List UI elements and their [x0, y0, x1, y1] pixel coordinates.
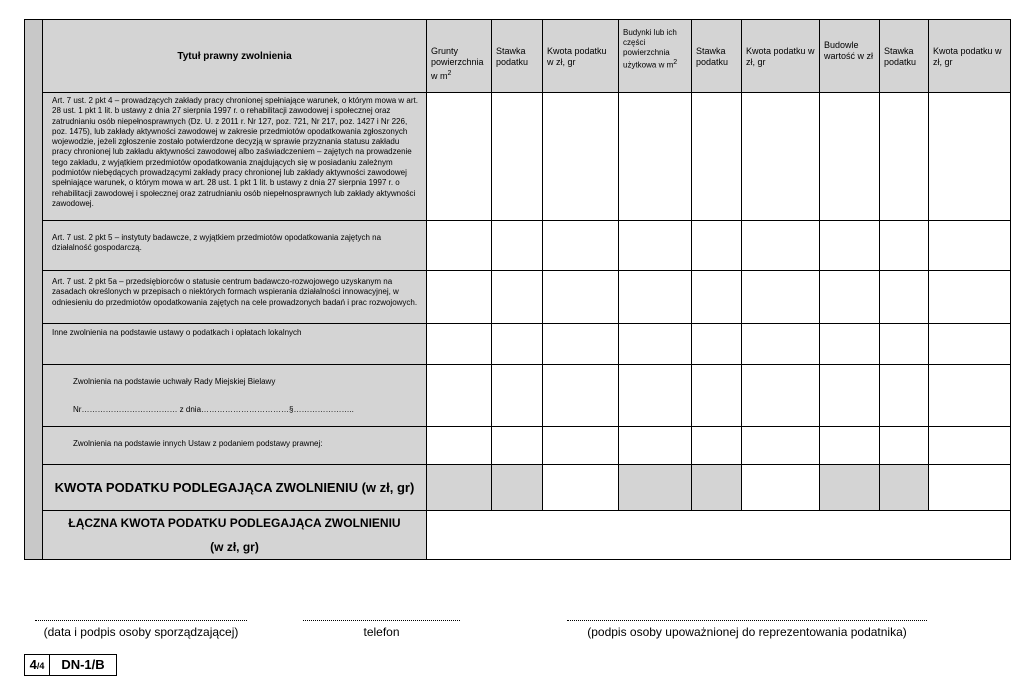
input-cell[interactable] [880, 271, 929, 324]
input-cell[interactable] [619, 93, 692, 221]
input-cell[interactable] [880, 93, 929, 221]
page-footer [24, 654, 117, 676]
input-cell[interactable] [619, 427, 692, 465]
header-budowle: Budowle wartość w zł [820, 20, 880, 93]
dotted-line [303, 620, 460, 621]
input-cell[interactable] [543, 221, 619, 271]
input-cell[interactable] [619, 365, 692, 427]
input-cell[interactable] [929, 221, 1011, 271]
side-margin [25, 20, 43, 560]
header-kwota-2: Kwota podatku w zł, gr [742, 20, 820, 93]
total-laczna-input[interactable] [427, 511, 1011, 560]
input-cell[interactable] [427, 93, 492, 221]
signature-preparer-label: (data i podpis osoby sporządzającej) [43, 625, 239, 639]
total-laczna-line2: (w zł, gr) [210, 540, 259, 554]
page-total: /4 [36, 661, 45, 671]
header-budynki-label: Budynki lub ich części powierzchnia użytkowa w m [623, 28, 677, 70]
header-stawka-2: Stawka podatku [692, 20, 742, 93]
input-cell[interactable] [929, 271, 1011, 324]
row-desc-5-fill-line: Nr……………………………… z dnia……………………………§………………….. [73, 405, 354, 415]
input-cell[interactable] [692, 221, 742, 271]
input-cell[interactable] [880, 427, 929, 465]
total-kwota-grunty[interactable] [543, 465, 619, 511]
input-cell[interactable] [492, 427, 543, 465]
input-cell[interactable] [820, 365, 880, 427]
input-cell[interactable] [820, 93, 880, 221]
signature-authorized [567, 620, 927, 639]
input-cell[interactable] [742, 221, 820, 271]
input-cell[interactable] [880, 365, 929, 427]
signature-phone [303, 620, 460, 639]
sup-2: 2 [673, 59, 678, 66]
input-cell[interactable] [492, 271, 543, 324]
row-desc-5 [43, 365, 427, 427]
input-cell[interactable] [692, 271, 742, 324]
input-cell[interactable] [742, 271, 820, 324]
signature-phone-label: telefon [363, 625, 400, 639]
input-cell[interactable] [929, 93, 1011, 221]
input-cell[interactable] [492, 221, 543, 271]
input-cell[interactable] [880, 221, 929, 271]
shaded-cell [692, 465, 742, 511]
input-cell[interactable] [492, 93, 543, 221]
row-desc-3: Art. 7 ust. 2 pkt 5a – przedsiębiorców o statusie centrum badawczo-rozwojowego uzyskanym na zasadach określonych w przepisach o niektórych formach wspierania działalności innowacyjnej, w odniesieniu do przedmiotów opodatkowania zajętych na cele prowadzonych badań i prac rozwojowych. [43, 271, 427, 324]
header-grunty-label: Grunty powierzchnia w m [431, 46, 484, 81]
signature-authorized-label: (podpis osoby upoważnionej do reprezentowania podatnika) [587, 625, 907, 639]
input-cell[interactable] [427, 365, 492, 427]
input-cell[interactable] [929, 324, 1011, 365]
input-cell[interactable] [619, 324, 692, 365]
input-cell[interactable] [543, 324, 619, 365]
header-title: Tytuł prawny zwolnienia [43, 20, 427, 93]
header-stawka-3: Stawka podatku [880, 20, 929, 93]
input-cell[interactable] [492, 365, 543, 427]
header-kwota-1: Kwota podatku w zł, gr [543, 20, 619, 93]
page-current: 4 [29, 657, 37, 672]
sup-2: 2 [447, 70, 452, 77]
dotted-line [35, 620, 247, 621]
row-desc-4: Inne zwolnienia na podstawie ustawy o podatkach i opłatach lokalnych [43, 324, 427, 365]
signature-preparer [35, 620, 247, 639]
input-cell[interactable] [619, 221, 692, 271]
input-cell[interactable] [492, 324, 543, 365]
input-cell[interactable] [929, 365, 1011, 427]
input-cell[interactable] [619, 271, 692, 324]
input-cell[interactable] [742, 427, 820, 465]
form-code: DN-1/B [61, 657, 105, 672]
input-cell[interactable] [543, 365, 619, 427]
total-kwota-budynki[interactable] [742, 465, 820, 511]
input-cell[interactable] [692, 365, 742, 427]
header-grunty [427, 20, 492, 93]
page-number [25, 655, 50, 675]
header-budynki [619, 20, 692, 93]
input-cell[interactable] [543, 427, 619, 465]
shaded-cell [880, 465, 929, 511]
input-cell[interactable] [692, 93, 742, 221]
input-cell[interactable] [427, 221, 492, 271]
row-desc-2: Art. 7 ust. 2 pkt 5 – instytuty badawcze, z wyjątkiem przedmiotów opodatkowania zajętych na działalność gospodarczą. [43, 221, 427, 271]
input-cell[interactable] [820, 271, 880, 324]
shaded-cell [619, 465, 692, 511]
input-cell[interactable] [820, 427, 880, 465]
input-cell[interactable] [692, 427, 742, 465]
total-kwota-label: KWOTA PODATKU PODLEGAJĄCA ZWOLNIENIU (w zł, gr) [43, 465, 427, 511]
input-cell[interactable] [742, 365, 820, 427]
shaded-cell [427, 465, 492, 511]
dotted-line [567, 620, 927, 621]
input-cell[interactable] [543, 271, 619, 324]
total-laczna-label [43, 511, 427, 560]
row-desc-5-label: Zwolnienia na podstawie uchwały Rady Miejskiej Bielawy [73, 377, 276, 386]
input-cell[interactable] [880, 324, 929, 365]
input-cell[interactable] [543, 93, 619, 221]
input-cell[interactable] [820, 324, 880, 365]
input-cell[interactable] [742, 93, 820, 221]
input-cell[interactable] [427, 271, 492, 324]
row-desc-1: Art. 7 ust. 2 pkt 4 – prowadzących zakłady pracy chronionej spełniające warunek, o którym mowa w art. 28 ust. 1 pkt 1 lit. b ustawy z dnia 27 sierpnia 1997 r. o rehabilitacji zawodowej i społecznej oraz zatrudnianiu osób niepełnosprawnych (Dz. U. z 2011 r. Nr 127, poz. 721, Nr 217, poz. 1427 i Nr 226, poz. 1475), lub zakłady aktywności zawodowej w zakresie przedmiotów opodatkowania zgłoszonych wojewodzie, jeżeli zgłoszenie zostało potwierdzone decyzją w sprawie przyznania statusu zakładu pracy chronionej lub zakładu aktywności zawodowej albo zaświadczeniem – zajętych na prowadzenie tego zakładu, z wyjątkiem przedmiotów opodatkowania znajdujących się w posiadaniu zależnym podmiotów niebędących prowadzącymi zakłady pracy chronionej lub zakłady aktywności zawodowej spełniające warunek, o którym mowa w art. 28 ust. 1 pkt 1 lit. b ustawy z dnia 27 sierpnia 1997 r. o rehabilitacji zawodowej i społecznej oraz zatrudnianiu osób niepełnosprawnych lub zakłady aktywności zawodowej. [43, 93, 427, 221]
input-cell[interactable] [820, 221, 880, 271]
total-kwota-budowle[interactable] [929, 465, 1011, 511]
total-laczna-line1: ŁĄCZNA KWOTA PODATKU PODLEGAJĄCA ZWOLNIENIU [68, 516, 401, 530]
input-cell[interactable] [742, 324, 820, 365]
shaded-cell [820, 465, 880, 511]
exemptions-table [24, 19, 1011, 560]
header-stawka-1: Stawka podatku [492, 20, 543, 93]
input-cell[interactable] [929, 427, 1011, 465]
shaded-cell [492, 465, 543, 511]
input-cell[interactable] [427, 324, 492, 365]
row-desc-6: Zwolnienia na podstawie innych Ustaw z podaniem podstawy prawnej: [43, 427, 427, 465]
header-kwota-3: Kwota podatku w zł, gr [929, 20, 1011, 93]
input-cell[interactable] [427, 427, 492, 465]
input-cell[interactable] [692, 324, 742, 365]
